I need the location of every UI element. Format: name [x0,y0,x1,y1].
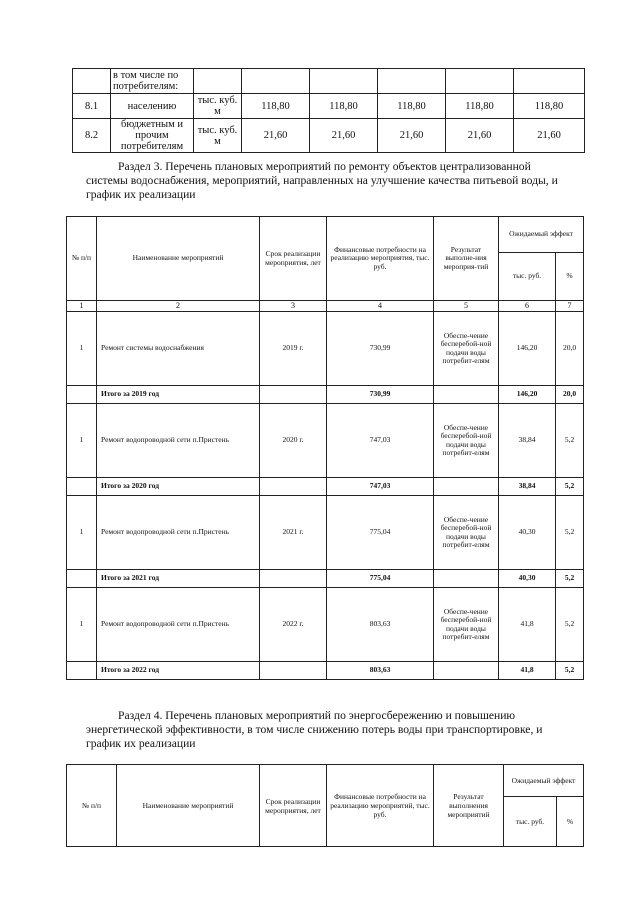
row-value: 118,80 [310,94,378,119]
col-header-result: Результат выполнения мероприятий [434,765,504,847]
row-value: 21,60 [514,119,585,153]
col-header-name: Наименование мероприятий [97,217,260,301]
table-row: 1 Ремонт водопроводной сети п.Пристень 2021 г. 775,04 Обеспе-чение бесперебой-ной подачи воды потребит-елям 40,30 5,2 [67,496,584,570]
consumers-table [72,68,585,153]
row-value: 118,80 [242,94,310,119]
table-row [73,69,585,94]
row-num: 8.1 [73,94,111,119]
col-header-num: № п/п [67,765,117,847]
row-value: 21,60 [310,119,378,153]
col-header-effect: Ожидаемый эффект [504,765,584,797]
col-header-effect: Ожидаемый эффект [499,217,584,253]
row-value: 21,60 [446,119,514,153]
section4-table [66,764,584,847]
row-unit: тыс. куб. м [194,94,242,119]
col-header-name: Наименование мероприятий [117,765,260,847]
table-row [73,94,585,119]
table-row: 1 Ремонт системы водоснабжения 2019 г. 730,99 Обеспе-чение бесперебой-ной подачи воды потребит-елям 146,20 20,0 [67,312,584,386]
row-num: 8.2 [73,119,111,153]
row-unit: тыс. куб. м [194,119,242,153]
row-value: 118,80 [514,94,585,119]
col-header-finance: Финансовые потребности на реализацию мероприятий, тыс. руб. [327,765,434,847]
row-name: населению [111,94,194,119]
col-header-effect-pct: % [557,797,584,847]
total-row: Итого за 2022 год 803,63 41,8 5,2 [67,662,584,680]
col-header-finance: Финансовые потребности на реализацию мероприятия, тыс. руб. [327,217,434,301]
row-value: 21,60 [378,119,446,153]
col-header-effect-rub: тыс. руб. [504,797,557,847]
row-value: 21,60 [242,119,310,153]
section3-table [66,216,584,680]
row-name: бюджетным и прочим потребителям [111,119,194,153]
table-header-row [67,217,584,253]
total-row: Итого за 2021 год 775,04 40,30 5,2 [67,570,584,588]
col-header-effect-rub: тыс. руб. [499,253,556,301]
table-row: 1 Ремонт водопроводной сети п.Пристень 2022 г. 803,63 Обеспе-чение бесперебой-ной подачи воды потребит-елям 41,8 5,2 [67,588,584,662]
row-value: 118,80 [378,94,446,119]
consumers-header-cell: в том числе по потребителям: [111,69,194,94]
col-header-effect-pct: % [556,253,584,301]
col-header-term: Срок реализации мероприятия, лет [260,217,327,301]
total-row: Итого за 2019 год 730,99 146,20 20,0 [67,386,584,404]
section3-title: Раздел 3. Перечень плановых мероприятий по ремонту объектов централизованной системы водоснабжения, мероприятий, направленных на улучшение качества питьевой воды, и график их реализации [86,160,558,201]
table-row: 1 Ремонт водопроводной сети п.Пристень 2020 г. 747,03 Обеспе-чение бесперебой-ной подачи воды потребит-елям 38,84 5,2 [67,404,584,478]
col-header-result: Результат выполне-ния мероприя-тий [434,217,499,301]
row-value: 118,80 [446,94,514,119]
column-numbers-row: 1 2 3 4 5 6 7 [67,301,584,312]
col-header-term: Срок реализации мероприятия, лет [260,765,327,847]
section4-title: Раздел 4. Перечень плановых мероприятий по энергосбережению и повышению энергетической эффективности, в том числе снижению потерь воды при транспортировке, и график их реализации [86,709,543,750]
table-row [73,119,585,153]
table-header-row [67,765,584,797]
col-header-num: № п/п [67,217,97,301]
total-row: Итого за 2020 год 747,03 38,84 5,2 [67,478,584,496]
